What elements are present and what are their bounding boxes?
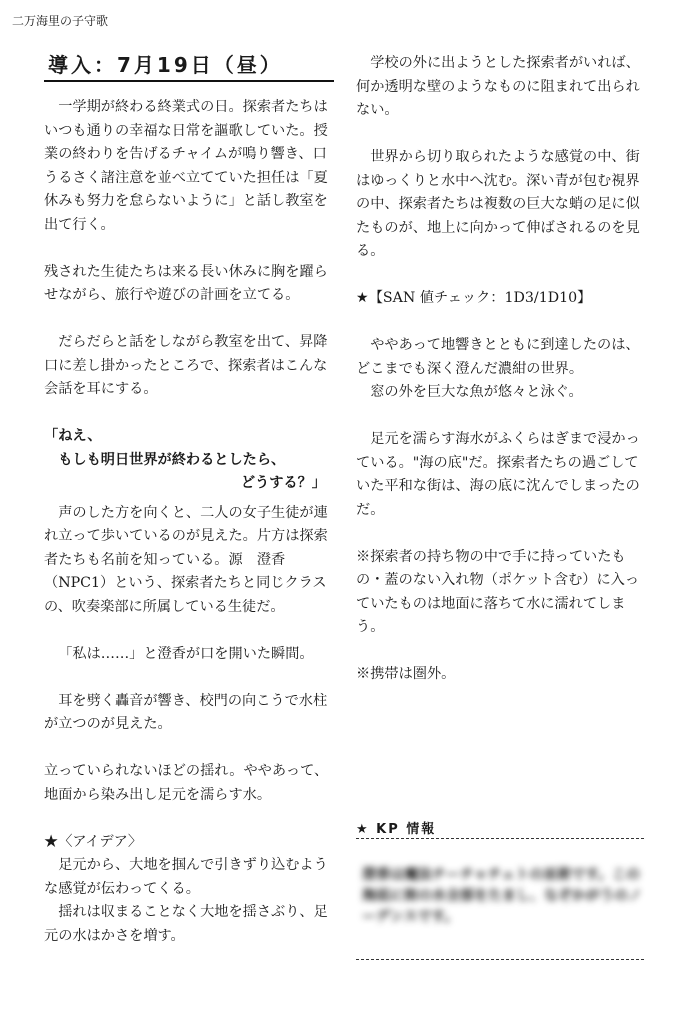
paragraph: だらだらと話をしながら教室を出て、昇降口に差し掛かったところで、探索者はこんな会話を耳にする。 xyxy=(44,334,328,397)
paragraph: 学校の外に出ようとした探索者がいれば、何か透明な壁のようなものに阻まれて出られない。 xyxy=(356,55,640,118)
paragraph: 「私は……」と澄香が口を開いた瞬間。 xyxy=(58,645,314,662)
paragraph: 残された生徒たちは来る長い休みに胸を躍らせながら、旅行や遊びの計画を立てる。 xyxy=(44,263,328,303)
left-column xyxy=(44,52,334,948)
paragraph: 耳を劈く轟音が響き、校門の向こうで水柱が立つのが見えた。 xyxy=(44,692,328,732)
section-title: 導入：7月19日（昼） xyxy=(48,53,283,77)
quote-line: もしも明日世界が終わるとしたら、 xyxy=(58,451,286,468)
right-column xyxy=(356,52,646,687)
paragraph: 足元から、大地を掴んで引きずり込むような感覚が伝わってくる。 xyxy=(44,857,328,897)
note: ※探索者の持ち物の中で手に持っていたもの・蓋のない入れ物（ポケット含む）に入っていたものは地面に落ちて水に濡れてしまう。 xyxy=(356,548,640,635)
paragraph: 足元を濡らす海水がふくらはぎまで浸かっている。"海の底"だ。探索者たちの過ごしていた平和な街は、海の底に沈んでしまったのだ。 xyxy=(356,431,640,518)
san-check-heading: ★【SAN 値チェック：1D3/1D10】 xyxy=(356,290,592,306)
quote-line: どうする？」 xyxy=(240,475,326,491)
idea-heading: ★〈アイデア〉 xyxy=(44,833,143,850)
paragraph: 声のした方を向くと、二人の女子生徒が連れ立って歩いているのが見えた。片方は探索者たちも名前を知っている。源 澄香（NPC1）という、探索者たちと同じクラスの、吹奏楽部に所属している生徒だ。 xyxy=(44,504,328,615)
kp-info-text-blurred: 澄香は魔法チーチャチェトの巫術です。この海底に街の水全部をたまし、なぞかがうのノーデンスです。 xyxy=(362,867,642,925)
quote-line: 「ねえ、 xyxy=(44,428,102,444)
note: ※携帯は圏外。 xyxy=(356,666,456,682)
paragraph: 一学期が終わる終業式の日。探索者たちはいつも通りの幸福な日常を謳歌していた。授業の終わりを告げるチャイムが鳴り響き、口うるさく諸注意を並べ立てていた担任は「夏休みも努力を怠らないように」と話し教室を出て行く。 xyxy=(44,99,328,233)
paragraph: 揺れは収まることなく大地を揺さぶり、足元の水はかさを増す。 xyxy=(44,904,328,944)
paragraph: 窓の外を巨大な魚が悠々と泳ぐ。 xyxy=(370,384,583,400)
paragraph: 立っていられないほどの揺れ。ややあって、地面から染み出し足元を濡らす水。 xyxy=(44,763,329,803)
paragraph: 世界から切り取られたような感覚の中、街はゆっくりと水中へ沈む。深い青が包む視界の中、探索者たちは複数の巨大な蛸の足に似たものが、地上に向かって伸ばされるのを見る。 xyxy=(356,149,640,259)
document-header: 二万海里の子守歌 xyxy=(12,14,109,28)
paragraph: ややあって地響きとともに到達したのは、どこまでも深く澄んだ濃紺の世界。 xyxy=(356,337,640,377)
kp-info-box xyxy=(356,838,644,960)
kp-info-heading: ★ KP 情報 xyxy=(356,822,437,837)
section-title-block xyxy=(44,52,334,82)
